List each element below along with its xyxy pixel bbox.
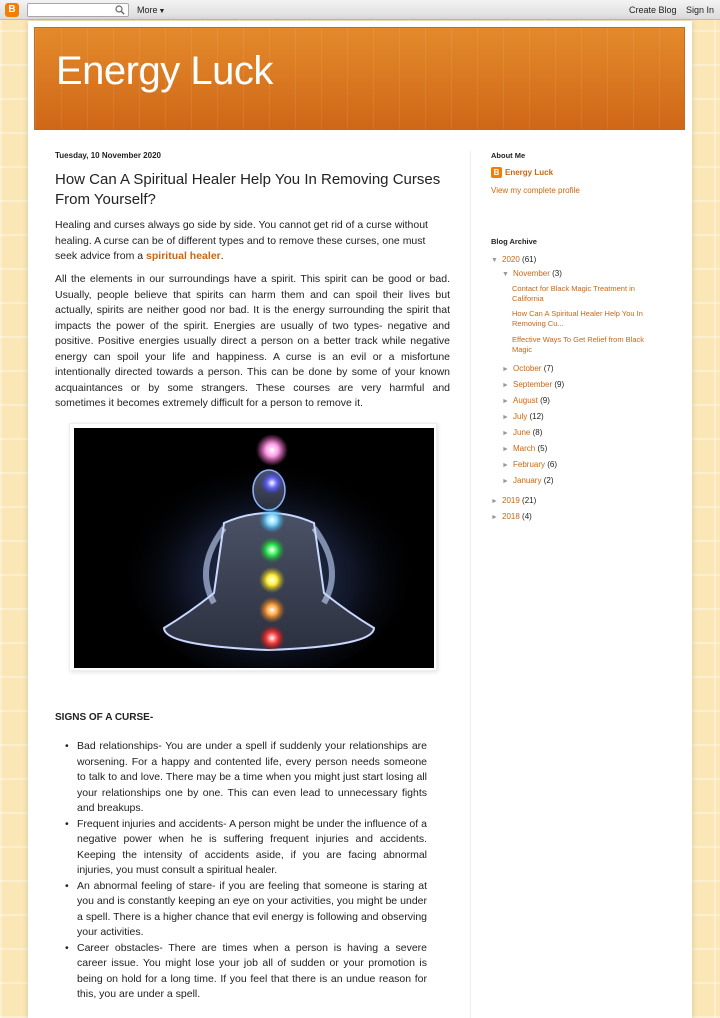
collapsed-toggle-icon[interactable]: ► <box>502 414 509 421</box>
archive-year-count: (61) <box>522 255 537 264</box>
intro-text: Healing and curses always go side by side. You cannot get rid of a curse without healing. A curse can be of different types and to remove these curses, one must seek advice from a <box>55 219 428 262</box>
view-profile-link[interactable]: View my complete profile <box>491 186 580 195</box>
more-menu-label: More <box>137 5 158 15</box>
archive-month-count: (3) <box>552 269 562 278</box>
archive-month-count: (8) <box>532 428 543 437</box>
archive-post-link[interactable]: Effective Ways To Get Relief from Black Magic <box>512 335 644 354</box>
archive-month-count: (2) <box>543 476 554 485</box>
sign-item-injuries: • Frequent injuries and accidents- A person might be under the influence of a negative power when he is suffering frequent injuries and accidents. Keeping the intensity of accidents aside, if you are facing abnormal injuries, you must consult a spiritual healer. <box>77 817 427 879</box>
archive-year-count: (4) <box>522 512 532 521</box>
archive-month-count: (6) <box>547 460 558 469</box>
post-paragraph-intro <box>55 218 450 265</box>
post-title: How Can A Spiritual Healer Help You In Removing Curses From Yourself? <box>55 171 441 208</box>
collapsed-toggle-icon[interactable]: ► <box>491 498 498 505</box>
archive-month-label[interactable]: February <box>513 460 546 469</box>
post-paragraph-elements: All the elements in our surroundings have a spirit. This spirit can be good or bad. Usually, people believe that spirits can harm them and can spoil their lives but actually, spirits are neither good nor bad. It is the energy surrounding the spirit that impacts the power of the spirit. Energies are usually of two types- negative and positive. Positive energies usually direct a person on a better track while negative energy can spoil your life and happiness. A curse is an evil or a misfortune intentionally directed towards a person. This can be done by some of your known acquaintances or by some strangers. These courses are very harmful and sometimes it becomes extremely difficult for a person to remove it. <box>55 273 450 409</box>
archive-month-label[interactable]: November <box>513 269 550 278</box>
collapsed-toggle-icon[interactable]: ► <box>502 478 509 485</box>
archive-month-june[interactable] <box>502 428 542 437</box>
post-date: Tuesday, 10 November 2020 <box>55 151 161 160</box>
archive-year-2019[interactable] <box>491 496 536 505</box>
expanded-toggle-icon[interactable]: ▼ <box>502 271 509 278</box>
sign-item-career: • Career obstacles- There are times when a person is having a severe career issue. You might lose your job all of sudden or your promotion is being on hold for a long time. If you feel that there is an undue reason for this, you are under a spell. <box>77 941 427 1003</box>
archive-year-2020[interactable] <box>491 255 536 264</box>
archive-month-label[interactable]: June <box>513 428 531 437</box>
blogger-logo-icon[interactable]: B <box>5 3 19 17</box>
blog-title[interactable]: Energy Luck <box>56 49 273 93</box>
collapsed-toggle-icon[interactable]: ► <box>502 430 509 437</box>
archive-year-label[interactable]: 2019 <box>502 496 520 505</box>
archive-month-july[interactable] <box>502 412 544 421</box>
archive-year-label[interactable]: 2020 <box>502 255 520 264</box>
archive-month-label[interactable]: July <box>513 412 528 421</box>
collapsed-toggle-icon[interactable]: ► <box>502 446 509 453</box>
archive-month-august[interactable] <box>502 396 550 405</box>
blog-header <box>34 27 685 130</box>
profile-name-link[interactable]: Energy Luck <box>505 168 554 177</box>
archive-month-count: (5) <box>537 444 548 453</box>
sign-in-link[interactable]: Sign In <box>686 5 715 15</box>
sign-item-stare: • An abnormal feeling of stare- if you are feeling that someone is staring at you and is constantly keeping an eye on your activities, you might be under a spell. There is a higher chance that evil energy is following and observing your activities. <box>77 879 427 941</box>
archive-post-link[interactable]: How Can A Spiritual Healer Help You In Removing Cu... <box>512 309 643 328</box>
signs-list <box>77 739 427 1003</box>
archive-month-label[interactable]: August <box>513 396 538 405</box>
post-image-frame <box>69 423 437 671</box>
search-icon[interactable] <box>115 5 125 15</box>
archive-month-november[interactable] <box>502 269 562 278</box>
collapsed-toggle-icon[interactable]: ► <box>491 514 498 521</box>
about-me-heading: About Me <box>491 151 526 160</box>
blog-archive-heading: Blog Archive <box>491 237 537 246</box>
blogger-navbar <box>0 0 720 20</box>
archive-month-february[interactable] <box>502 460 557 469</box>
archive-year-2018[interactable] <box>491 512 532 521</box>
caret-down-icon: ▼ <box>158 8 166 15</box>
archive-month-september[interactable] <box>502 380 564 389</box>
archive-month-label[interactable]: January <box>513 476 542 485</box>
column-divider <box>470 151 471 1018</box>
archive-month-count: (9) <box>540 396 550 405</box>
archive-month-label[interactable]: October <box>513 364 542 373</box>
content-outer <box>28 21 692 1018</box>
create-blog-link[interactable]: Create Blog <box>629 5 677 15</box>
archive-month-count: (9) <box>554 380 565 389</box>
more-menu-button[interactable] <box>137 5 165 15</box>
navbar-search-input[interactable] <box>27 3 129 17</box>
spiritual-healer-link[interactable]: spiritual healer <box>146 250 221 262</box>
archive-year-label[interactable]: 2018 <box>502 512 520 521</box>
archive-month-january[interactable] <box>502 476 553 485</box>
archive-year-count: (21) <box>522 496 537 505</box>
intro-text-end: . <box>220 250 224 262</box>
sign-item-relationships: • Bad relationships- You are under a spell if suddenly your relationships are worsening. For a happy and contented life, every person needs someone to talk to and love. There may be a time when you might just start losing all your relationships one by one. This can even lead to unnecessary fights and breakups. <box>77 739 427 817</box>
collapsed-toggle-icon[interactable]: ► <box>502 366 509 373</box>
expanded-toggle-icon[interactable]: ▼ <box>491 257 498 264</box>
signs-heading: SIGNS OF A CURSE- <box>55 712 154 723</box>
chakra-meditation-image[interactable] <box>74 428 434 668</box>
blogger-profile-icon[interactable]: B <box>491 167 502 178</box>
archive-month-october[interactable] <box>502 364 553 373</box>
archive-post-link[interactable]: Contact for Black Magic Treatment in California <box>512 284 635 303</box>
archive-month-count: (12) <box>529 412 544 421</box>
archive-month-label[interactable]: September <box>513 380 553 389</box>
collapsed-toggle-icon[interactable]: ► <box>502 398 509 405</box>
archive-month-label[interactable]: March <box>513 444 536 453</box>
archive-month-count: (7) <box>543 364 554 373</box>
collapsed-toggle-icon[interactable]: ► <box>502 462 509 469</box>
archive-month-march[interactable] <box>502 444 547 453</box>
collapsed-toggle-icon[interactable]: ► <box>502 382 509 389</box>
